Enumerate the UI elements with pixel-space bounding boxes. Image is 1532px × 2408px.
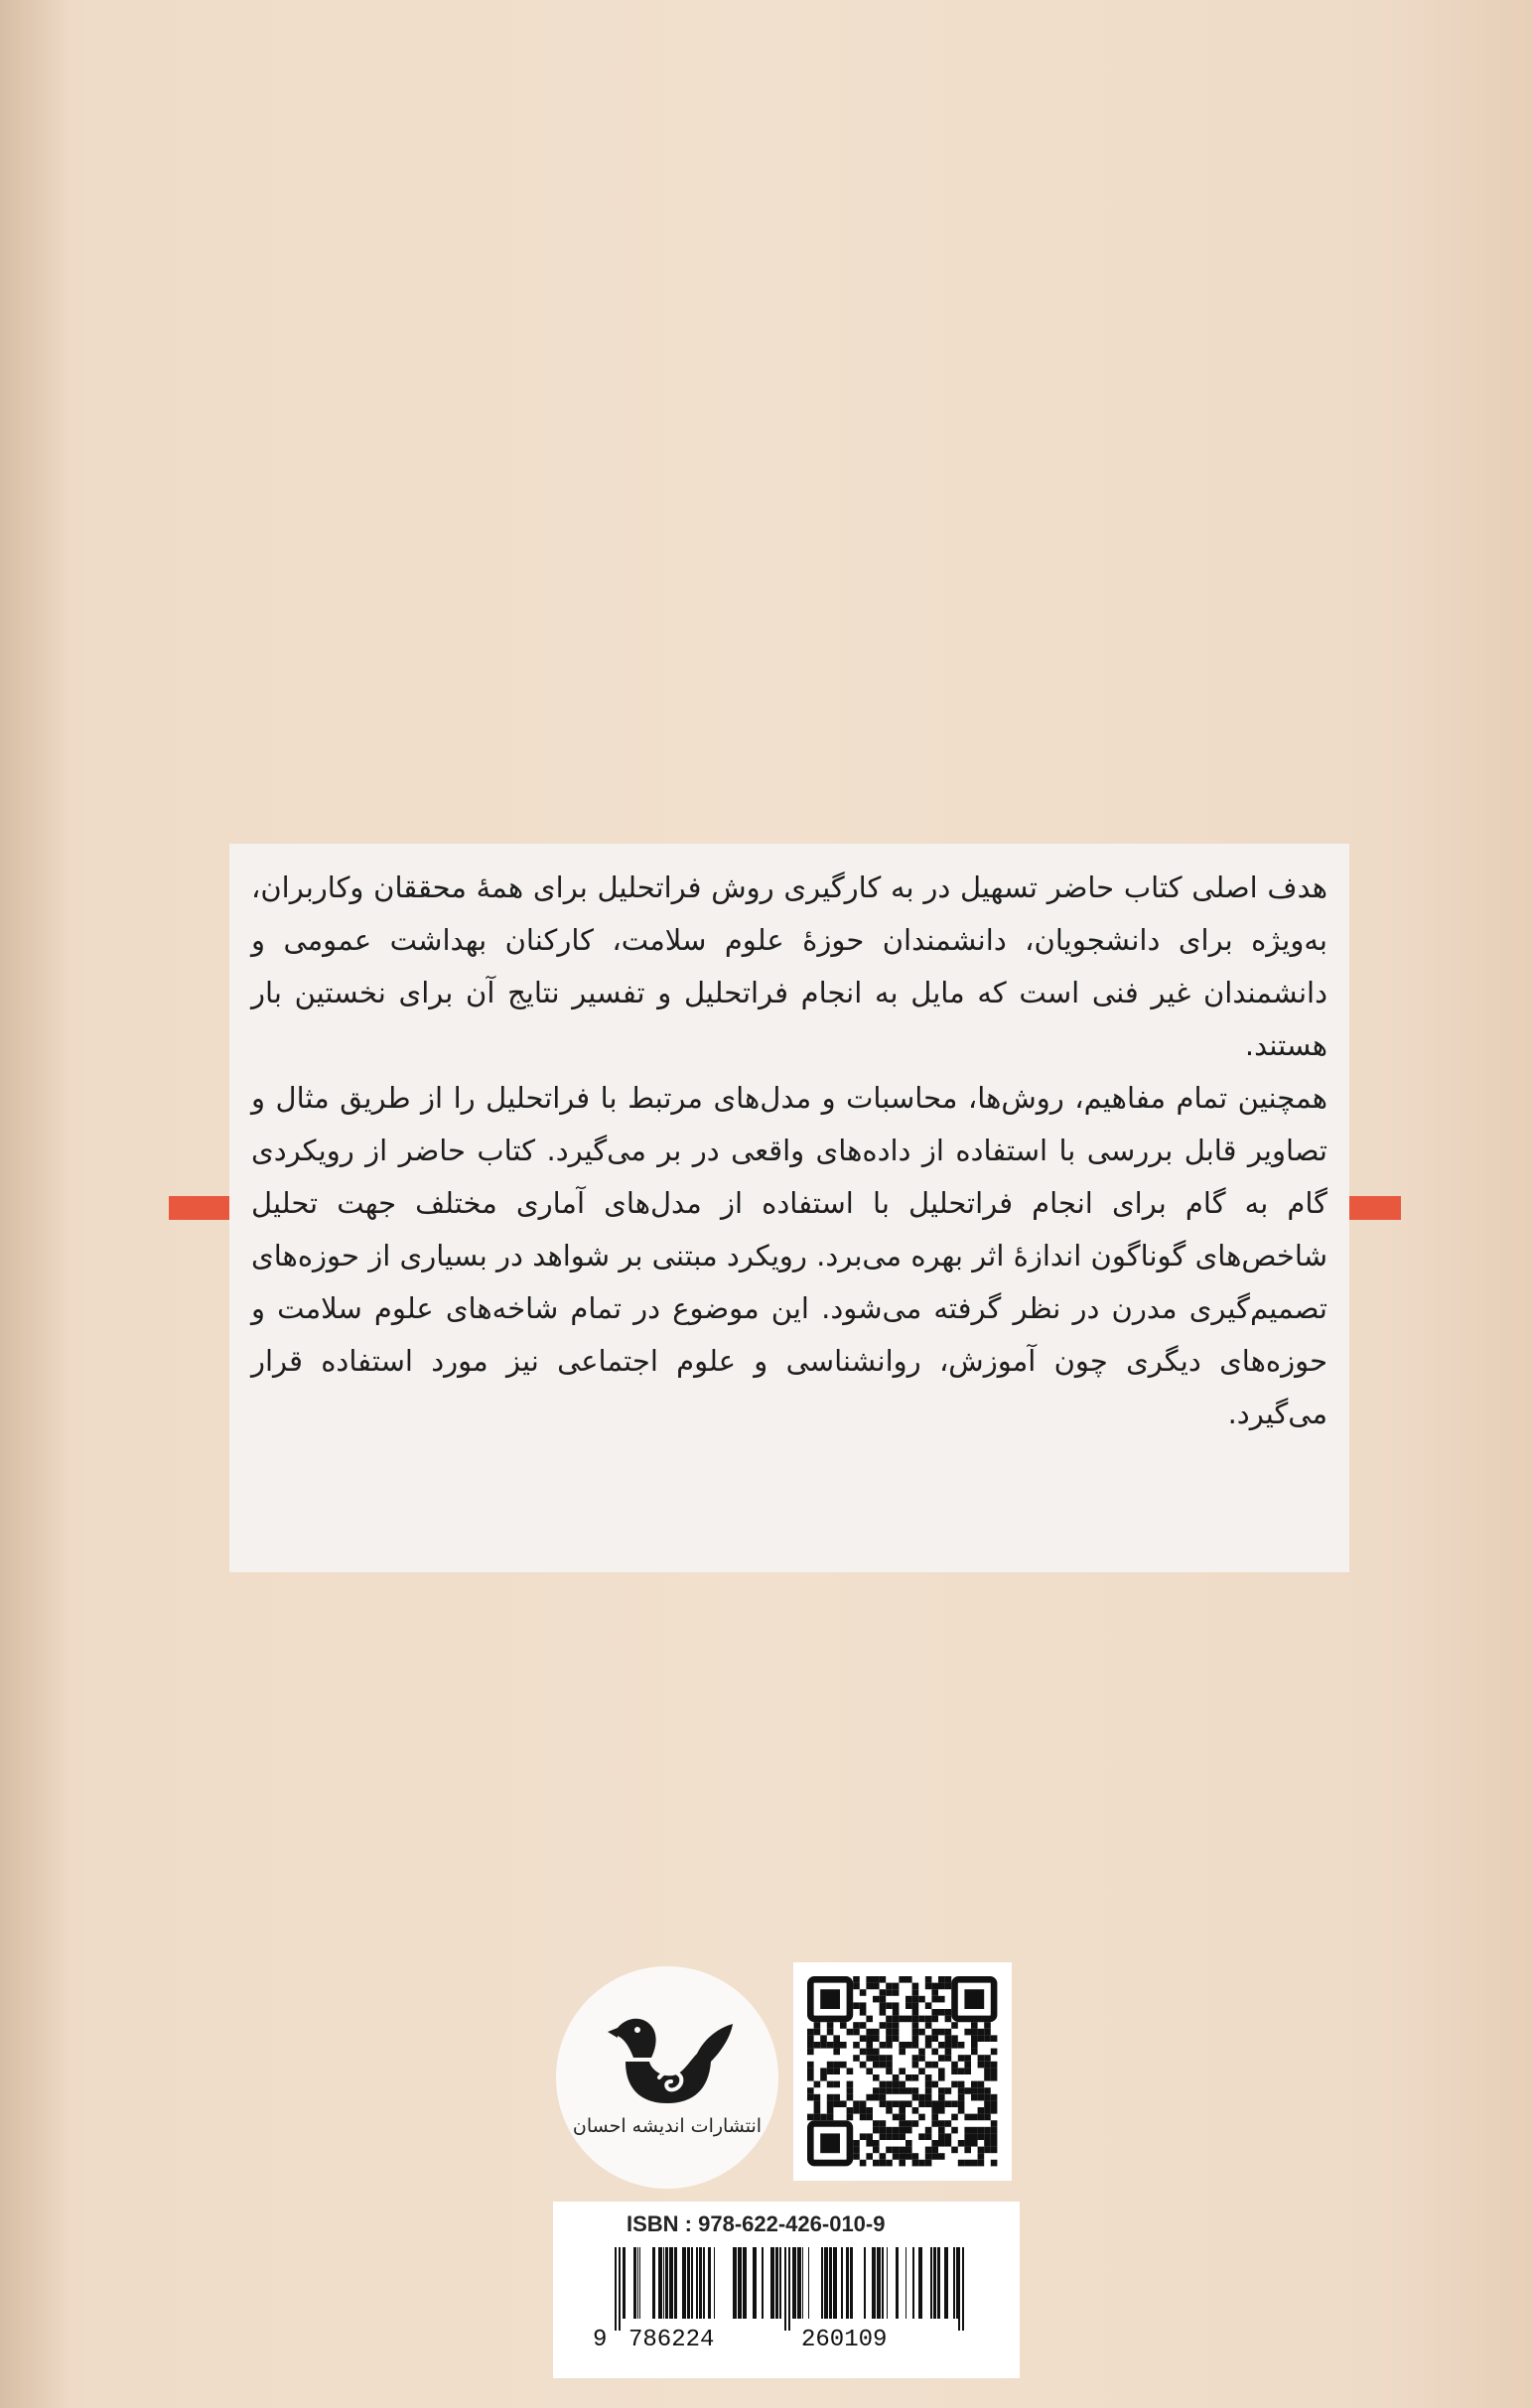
spine-shadow: [0, 0, 70, 2408]
publisher-logo: [556, 1966, 778, 2189]
barcode-icon: [611, 2247, 968, 2331]
barcode-digits-left: 786224: [628, 2327, 715, 2353]
isbn-label: ISBN : 978-622-426-010-9: [627, 2211, 886, 2236]
publisher-name: انتشارات اندیشه احسان: [572, 2115, 763, 2137]
qr-code[interactable]: [793, 1962, 1012, 2181]
blurb-panel: [229, 844, 1349, 1572]
barcode-digits-right: 260109: [801, 2327, 888, 2353]
bird-icon: [556, 1966, 778, 2189]
barcode-digit-lead: 9: [593, 2327, 608, 2353]
qr-code-icon: [793, 1962, 1012, 2181]
blurb-paragraph-2: همچنین تمام مفاهیم، روش‌ها، محاسبات و مدل‌های مرتبط با فراتحلیل را از طریق مثال و تصاویر قابل بررسی با استفاده از داده‌های واقعی در بر می‌گیرد. کتاب حاضر از رویکردی گام به گام برای انجام فراتحلیل با استفاده از مدل‌های آماری مختلف جهت تحلیل شاخص‌های گوناگون اندازهٔ اثر بهره می‌برد. رویکرد مبتنی بر شواهد در بسیاری از حوزه‌های تصمیم‌گیری مدرن در نظر گرفته می‌شود. این موضوع در تمام شاخه‌های علوم سلامت و حوزه‌های دیگری چون آموزش، روانشناسی و علوم اجتماعی نیز مورد استفاده قرار می‌گیرد.: [251, 1081, 1327, 1430]
blurb-paragraph-1: هدف اصلی کتاب حاضر تسهیل در به کارگیری روش فراتحلیل برای همهٔ محققان وکاربران، به‌ویژه برای دانشجویان، دانشمندان حوزهٔ علوم سلامت، کارکنان بهداشت عمومی و دانشمندان غیر فنی است که مایل به انجام فراتحلیل و تفسیر نتایج آن برای نخستین بار هستند.: [251, 870, 1327, 1062]
isbn-block: [553, 2202, 1020, 2378]
